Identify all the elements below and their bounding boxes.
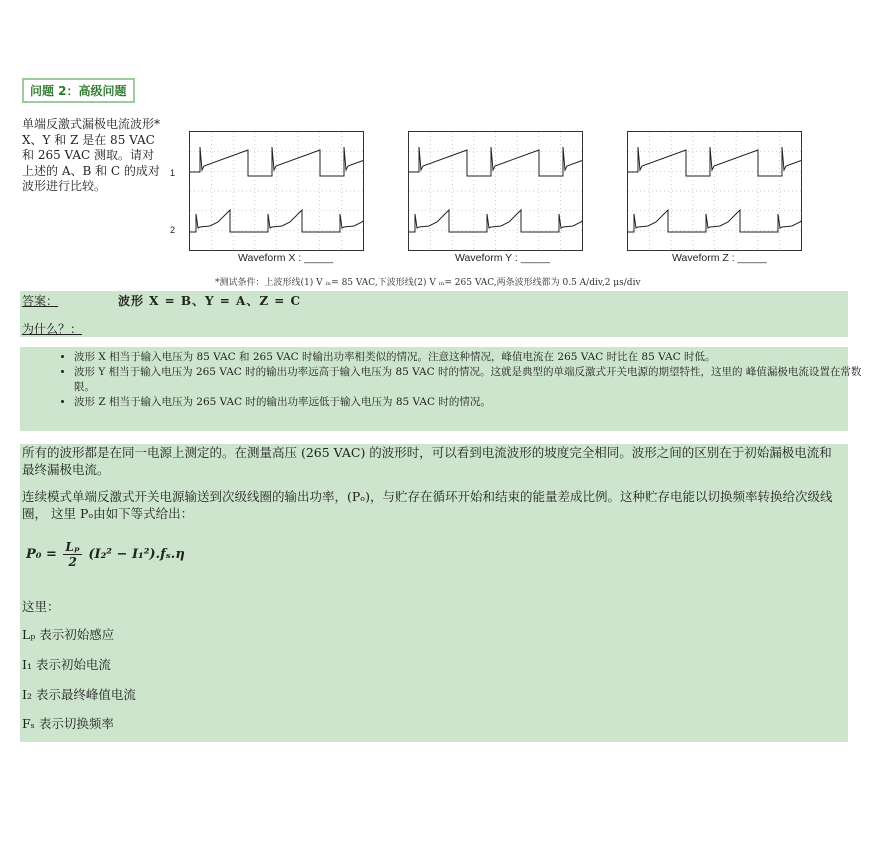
formula-denominator: 2 [68, 555, 77, 569]
upper-trace [190, 147, 363, 176]
formula-numerator: Lₚ [65, 540, 80, 554]
formula-fraction [63, 540, 81, 569]
power-formula [26, 540, 185, 569]
question-label: 问题 2：高级问题 [22, 78, 135, 103]
channel-2-marker: 2 [170, 225, 176, 235]
definition-i2: I₂ 表示最终峰值电流 [22, 687, 136, 702]
paragraph-1: 所有的波形都是在同一电源上测定的。在测量高压 (265 VAC) 的波形时，可以看到电流波形的坡度完全相同。波形之间的区别在于初始漏极电流和最终漏极电流。 [22, 445, 832, 477]
waveform-y-label: Waveform Y : _____ [455, 252, 550, 264]
waveform-z-scope [627, 131, 802, 251]
paragraph-2: 连续模式单端反激式开关电源输送到次级线圈的输出功率，(Pₒ)，与贮存在循环开始和结束的能量差成比例。这种贮存电能以切换频率转换给次级线圈， 这里 Pₒ由如下等式给出： [22, 489, 833, 521]
explanation-list [50, 350, 869, 410]
upper-trace [409, 147, 582, 176]
answer-text: 波形 X = B、Y = A、Z = C [118, 294, 302, 308]
definition-fs: Fₛ 表示切换频率 [22, 716, 114, 731]
waveform-z-label: Waveform Z : _____ [672, 252, 767, 264]
formula-rhs: (I₂² − I₁²).fₛ.η [88, 547, 185, 562]
definition-i1: I₁ 表示初始电流 [22, 657, 111, 672]
waveform-x-scope [189, 131, 364, 251]
question-text: 单端反激式漏极电流波形* X、Y 和 Z 是在 85 VAC 和 265 VAC 测取。请对上述的 A、B 和 C 的成对波形进行比较。 [22, 117, 161, 193]
upper-trace [628, 147, 801, 176]
formula-lhs: P₀ = [26, 547, 57, 562]
list-item: • 波形 Z 相当于输入电压为 265 VAC 时的输出功率远低于输入电压为 85 VAC 时的情况。 [74, 395, 869, 410]
definition-lp: Lₚ 表示初始感应 [22, 627, 115, 642]
list-item: • 波形 X 相当于输入电压为 85 VAC 和 265 VAC 时输出功率相类似的情况。注意这种情况，峰值电流在 265 VAC 时比在 85 VAC 时低。 [74, 350, 869, 365]
waveform-y-scope [408, 131, 583, 251]
test-conditions: *测试条件：上波形线(1) V ᵢₙ= 85 VAC,下波形线(2) V ᵢₙ= 265 VAC,两条波形线都为 0.5 A/div,2 μs/div [215, 278, 641, 288]
list-item: • 波形 Y 相当于输入电压为 265 VAC 时的输出功率远高于输入电压为 85 VAC 时的情况。这就是典型的单端反激式开关电源的期望特性，这里的 峰值漏极电流设置在常数限。 [74, 365, 869, 395]
channel-1-marker: 1 [170, 168, 176, 178]
where-label: 这里： [22, 599, 60, 614]
answer-label: 答案： [22, 294, 59, 308]
waveform-x-label: Waveform X : _____ [238, 252, 334, 264]
why-label: 为什么？： [22, 322, 83, 336]
